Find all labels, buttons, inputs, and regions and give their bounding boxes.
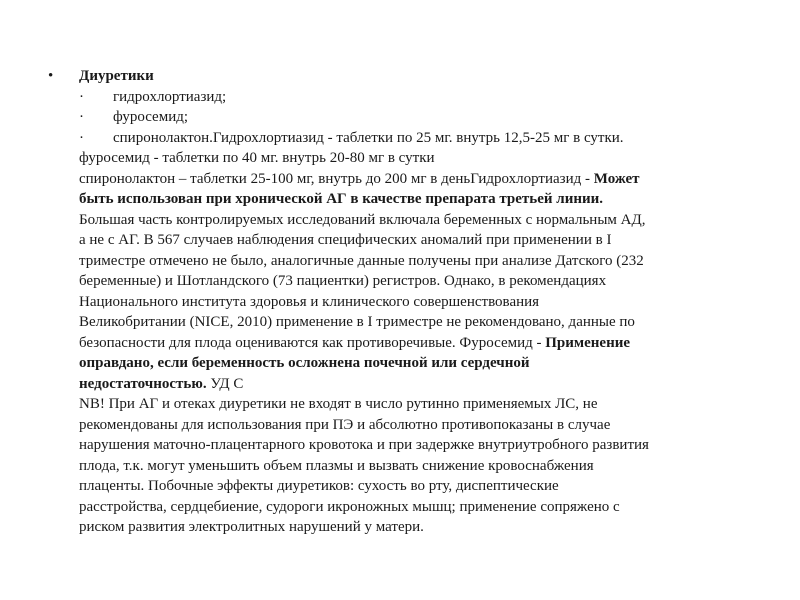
text-line-bold: быть использован при хронической АГ в качестве препарата третьей линии. [79,191,604,207]
text-line: Великобритании (NICE, 2010) применение в I триместре не рекомендовано, данные по [79,314,635,330]
text-line: триместре отмечено не было, аналогичные данные получены при анализе Датского (232 [79,252,644,269]
text-line: плаценты. Побочные эффекты диуретиков: сухость во рту, диспептические [79,478,559,494]
text-line: Национального института здоровья и клинического совершенствования [79,293,540,310]
text-line-bold: оправдано, если беременность осложнена почечной или сердечной [79,355,530,371]
text-line: рекомендованы для использования при ПЭ и абсолютно противопоказаны в случае [79,416,611,433]
text-line: NB! При АГ и отеках диуретики не входят в число рутинно применяемых ЛС, не [79,396,598,412]
slide-heading: Диуретики [79,68,154,84]
sub-item-3: · спиронолактон.Гидрохлортиазид - таблетки по 25 мг. внутрь 12,5-25 мг в сутки. [79,129,624,146]
text-line: недостаточностью. УД С [79,375,244,392]
slide-content [79,66,769,538]
text-line: плода, т.к. могут уменьшить объем плазмы и вызвать снижение кровоснабжения [79,457,594,474]
sub-item-2: · фуросемид; [79,109,189,125]
text-line: а не с АГ. В 567 случаев наблюдения специфических аномалий при применении в I [79,232,612,248]
sub-item-1: · гидрохлортиазид; [79,88,227,105]
bullet-icon: • [48,68,54,84]
text-line: спиронолактон – таблетки 25-100 мг, внутрь до 200 мг в деньГидрохлортиазид - Может [79,170,640,187]
text-line: расстройства, сердцебиение, судороги икроножных мышц; применение сопряжено с [79,498,620,515]
text-line: фуросемид - таблетки по 40 мг. внутрь 20-80 мг в сутки [79,150,435,166]
text-line: беременные) и Шотландского (73 пациентки) регистров. Однако, в рекомендациях [79,273,607,289]
text-line: нарушения маточно-плацентарного кровотока и при задержке внутриутробного развития [79,437,649,453]
text-line: Большая часть контролируемых исследований включала беременных с нормальным АД, [79,211,646,228]
text-line: безопасности для плода оцениваются как противоречивые. Фуросемид - Применение [79,334,631,351]
text-line: риском развития электролитных нарушений у матери. [79,519,424,535]
